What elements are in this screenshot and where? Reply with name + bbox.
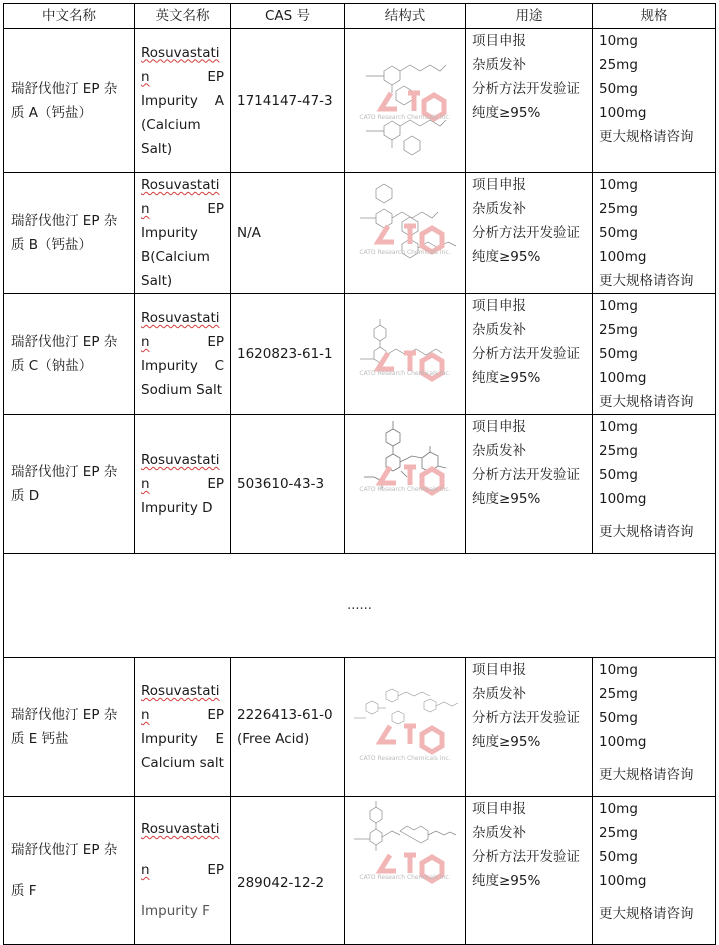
molecule-structure-icon bbox=[346, 415, 464, 515]
specification-cell: 10mg 25mg 50mg 100mg 更大规格请咨询 bbox=[593, 415, 716, 554]
svg-text:CATO Research Chemicals Inc.: CATO Research Chemicals Inc. bbox=[359, 113, 451, 121]
specification-cell: 10mg 25mg 50mg 100mg 更大规格请咨询 bbox=[593, 797, 716, 945]
cas-number-cell: 2226413-61-0 (Free Acid) bbox=[231, 658, 345, 797]
table-row bbox=[4, 294, 716, 415]
chinese-name-cell: 瑞舒伐他汀 EP 杂 质 E 钙盐 bbox=[4, 658, 135, 797]
table-row bbox=[4, 29, 716, 173]
svg-text:CATO Research Chemicals Inc.: CATO Research Chemicals Inc. bbox=[359, 370, 451, 377]
cas-number-cell: N/A bbox=[231, 173, 345, 294]
english-name-cell: Rosuvastati n EP Impurity A (Calcium Salt) bbox=[135, 29, 231, 173]
structure-cell bbox=[345, 294, 466, 415]
chinese-name-cell: 瑞舒伐他汀 EP 杂 质 F bbox=[4, 797, 135, 945]
molecule-structure-icon bbox=[346, 309, 464, 399]
inquire-larger-size: 更大规格请咨询 bbox=[599, 767, 694, 783]
usage-cell: 项目申报 杂质发补 分析方法开发验证 纯度≥95% bbox=[466, 173, 593, 294]
usage-cell: 项目申报 杂质发补 分析方法开发验证 纯度≥95% bbox=[466, 797, 593, 945]
cas-number-cell: 1620823-61-1 bbox=[231, 294, 345, 415]
english-name-cell: Rosuvastati n EP Impurity D bbox=[135, 415, 231, 554]
english-name-cell: Rosuvastati n EP Impurity F bbox=[135, 797, 231, 945]
structure-cell bbox=[345, 658, 466, 797]
usage-cell: 项目申报 杂质发补 分析方法开发验证 纯度≥95% bbox=[466, 29, 593, 173]
structure-cell bbox=[345, 29, 466, 173]
usage-cell: 项目申报 杂质发补 分析方法开发验证 纯度≥95% bbox=[466, 415, 593, 554]
header-structure: 结构式 bbox=[345, 4, 466, 29]
svg-text:CATO Research Chemicals Inc.: CATO Research Chemicals Inc. bbox=[359, 249, 451, 256]
molecule-structure-icon bbox=[346, 174, 464, 292]
usage-cell: 项目申报 杂质发补 分析方法开发验证 纯度≥95% bbox=[466, 658, 593, 797]
english-name-cell: Rosuvastati n EP Impurity E Calcium salt bbox=[135, 658, 231, 797]
table-row bbox=[4, 797, 716, 945]
specification-cell: 10mg 25mg 50mg 100mg 更大规格请咨询 bbox=[593, 294, 716, 415]
product-spec-table bbox=[3, 3, 716, 945]
structure-cell bbox=[345, 173, 466, 294]
molecule-structure-icon bbox=[346, 797, 464, 897]
structure-cell bbox=[345, 415, 466, 554]
inquire-larger-size: 更大规格请咨询 bbox=[599, 129, 694, 145]
specification-cell: 10mg 25mg 50mg 100mg 更大规格请咨询 bbox=[593, 658, 716, 797]
more-items-placeholder bbox=[4, 554, 716, 658]
cas-number-cell: 289042-12-2 bbox=[231, 797, 345, 945]
header-specification: 规格 bbox=[593, 4, 716, 29]
specification-cell: 10mg 25mg 50mg 100mg 更大规格请咨询 bbox=[593, 29, 716, 173]
svg-text:CATO Research Chemicals Inc.: CATO Research Chemicals Inc. bbox=[359, 486, 451, 493]
svg-text:CATO Research Chemicals Inc.: CATO Research Chemicals Inc. bbox=[359, 874, 451, 881]
usage-cell: 项目申报 杂质发补 分析方法开发验证 纯度≥95% bbox=[466, 294, 593, 415]
ellipsis-text: ...... bbox=[347, 598, 372, 613]
chinese-name-cell: 瑞舒伐他汀 EP 杂 质 C（钠盐） bbox=[4, 294, 135, 415]
cas-number-cell: 1714147-47-3 bbox=[231, 29, 345, 173]
cas-number-cell: 503610-43-3 bbox=[231, 415, 345, 554]
header-chinese-name: 中文名称 bbox=[4, 4, 135, 29]
inquire-larger-size: 更大规格请咨询 bbox=[599, 394, 694, 410]
chinese-name-cell: 瑞舒伐他汀 EP 杂 质 D bbox=[4, 415, 135, 554]
chinese-name-cell: 瑞舒伐他汀 EP 杂 质 A（钙盐） bbox=[4, 29, 135, 173]
header-usage: 用途 bbox=[466, 4, 593, 29]
inquire-larger-size: 更大规格请咨询 bbox=[599, 906, 694, 922]
table-row bbox=[4, 173, 716, 294]
table-header-row bbox=[4, 4, 716, 29]
structure-cell bbox=[345, 797, 466, 945]
english-name-cell: Rosuvastati n EP Impurity B(Calcium Salt) bbox=[135, 173, 231, 294]
molecule-structure-icon bbox=[346, 672, 464, 782]
molecule-structure-icon bbox=[346, 31, 464, 171]
header-cas-number: CAS 号 bbox=[231, 4, 345, 29]
table-row bbox=[4, 415, 716, 554]
header-english-name: 英文名称 bbox=[135, 4, 231, 29]
specification-cell: 10mg 25mg 50mg 100mg 更大规格请咨询 bbox=[593, 173, 716, 294]
inquire-larger-size: 更大规格请咨询 bbox=[599, 524, 694, 540]
svg-text:CATO Research Chemicals Inc.: CATO Research Chemicals Inc. bbox=[359, 755, 451, 762]
english-name-cell: Rosuvastati n EP Impurity C Sodium Salt bbox=[135, 294, 231, 415]
chinese-name-cell: 瑞舒伐他汀 EP 杂 质 B（钙盐） bbox=[4, 173, 135, 294]
inquire-larger-size: 更大规格请咨询 bbox=[599, 273, 694, 289]
table-row bbox=[4, 658, 716, 797]
ellipsis-row bbox=[4, 554, 716, 658]
